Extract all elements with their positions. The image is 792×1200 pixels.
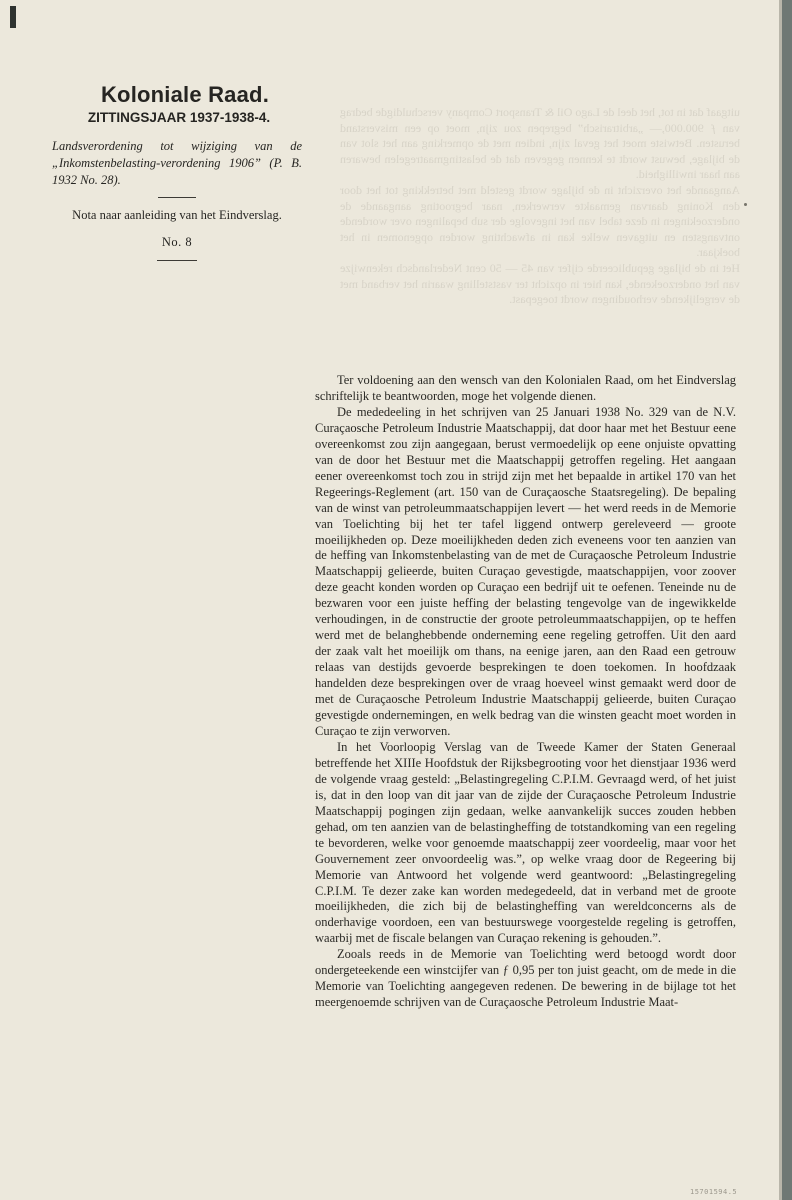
masthead	[52, 82, 302, 261]
scan-marker	[10, 6, 16, 28]
bleed-through-text	[340, 105, 740, 375]
bleed-paragraph: uitgaaf dat in tot, het deel de Lago Oil & Transport Company verschuldigde bedrag van ƒ 900.000,— „arbitrarisch” begrepen zou zijn, moet op een misverstand berusten. Betwiste moet het geval zijn, indien met de opmerking aan het slot van de bijlage, bewust wordt te kennen gegeven dat de belastingmaatregelen bewaren aan haar inwilligheid.	[340, 105, 740, 182]
divider	[158, 197, 196, 198]
body-paragraph: De mededeeling in het schrijven van 25 Januari 1938 No. 329 van de N.V. Curaçaosche Petroleum Industrie Maatschappij, dat door haar met het Bestuur eene overeenkomst zou zijn aangegaan, berust vermoedelijk op eene onjuiste opvatting van de door het Bestuur met die Maatschappij getroffen regeling. Het aangaan eener overeenkomst toch zou in strijd zijn met het bepaalde in artikel 170 van het Regeerings-Reglement (art. 150 van de Curaçaosche Staatsregeling). De bepaling van de winst van petroleummaatschappijen levert — het werd reeds in de Memorie van Toelichting bij het ter tafel liggend ontwerp gereleveerd — groote moeilijkheden op. Deze moeilijkheden deden zich eveneens voor ten aanzien van de heffing van Inkomstenbelasting van de met de Curaçaosche Petroleum Industrie Maatschappij gelieerde, buiten Curaçao gevestigde, maatschappijen, voor zoover deze geacht konden worden op Curaçao een bedrijf uit te oefenen. Teneinde nu de bezwaren voor een juiste heffing der belasting tengevolge van de ingewikkelde verhoudingen, in de constructie der groote petroleummaatschappijen, op te heffen werd met de belanghebbende onderneming eene regeling getroffen. Uit den aard der zaak valt het moeilijk om thans, na eenige jaren, aan den Raad een getrouw relaas van destijds gevoerde besprekingen te doen toekomen. In hoofdzaak handelden deze besprekingen over de vraag hoeveel winst gemaakt werd door de met de Curaçaosche Petroleum Industrie Maatschappij gelieerde, buiten Curaçao gevestigde ondernemingen, en welk bedrag van die winsten geacht moet worden in Curaçao te zijn verworven.	[315, 404, 736, 738]
document-note: Nota naar aanleiding van het Eindverslag.	[72, 208, 282, 222]
speck	[744, 203, 747, 206]
page-edge	[779, 0, 782, 1200]
ordinance-subject: Landsverordening tot wijziging van de „Inkomstenbelasting-verordening 1906” (P. B. 1932 No. 28).	[52, 139, 302, 187]
body-paragraph: In het Voorloopig Verslag van de Tweede Kamer der Staten Generaal betreffende het XIIIe Hoofdstuk der Rijksbegrooting voor het dienstjaar 1936 werd de volgende vraag gesteld: „Belastingregeling C.P.I.M. Gevraagd werd, of het juist is, dat in den loop van dit jaar van de zijde der Curaçaosche Petroleum Industrie Maatschappij pogingen zijn gedaan, welke aanvankelijk succes zouden hebben gehad, om ten aanzien van de belastingheffing de totstandkoming van een regeling te bevorderen, welke voor genoemde maatschappij zeer voordeelig, maar voor het Gouvernement zeer onvoordeelig was.”, op welke vraag door de Regeering bij Memorie van Antwoord het volgende werd geantwoord: „Belastingregeling C.P.I.M. Te dezer zake kan worden medegedeeld, dat in verband met de groote moeilijkheden, die zich bij de belastingheffing van wereldconcerns als de onderhavige voordoen, een van bestuurswege voorgestelde regeling is getroffen, waarbij met de fiscale belangen van Curaçao rekening is gehouden.”.	[315, 739, 736, 946]
body-paragraph: Zooals reeds in de Memorie van Toelichting werd betoogd wordt door ondergeteekende een winstcijfer van ƒ 0,95 per ton juist geacht, om de mede in die Memorie van Toelichting aangegeven redenen. De bewering in de bijlage tot het meergenoemde schrijven van de Curaçaosche Petroleum Industrie Maat-	[315, 947, 736, 1010]
bleed-paragraph: Aangaande het overzicht in de bijlage wordt gesteld met betrekking tot het door den Koning daarvan gemaakte verwerken, naar begrooting aangaande de onderzoekingen in deze tabel van het ingevolge der sub bepalingen over wordende ontvangsten en uitgaven welke kan in afwachting worden opgenomen in het boekjaar.	[340, 182, 740, 260]
council-title: Koloniale Raad.	[100, 82, 270, 107]
archive-stamp: 15701594.5	[690, 1188, 738, 1196]
body-paragraph: Ter voldoening aan den wensch van den Kolonialen Raad, om het Eindverslag schriftelijk te beantwoorden, moge het volgende dienen.	[315, 373, 736, 403]
divider	[157, 260, 197, 261]
session-year: ZITTINGSJAAR 1937-1938-4.	[87, 110, 271, 125]
document-number: No. 8	[161, 235, 193, 249]
body-text	[315, 373, 736, 1011]
bleed-paragraph: Het in de bijlage gepubliceerde cijfer van 45 — 50 cent Nederlandsch rekenwijze van het onderzoekende, kan hier in opzicht ter vaststelling waarin het verband met de vergelijkende verhoudingen wordt toegepast.	[340, 260, 740, 307]
